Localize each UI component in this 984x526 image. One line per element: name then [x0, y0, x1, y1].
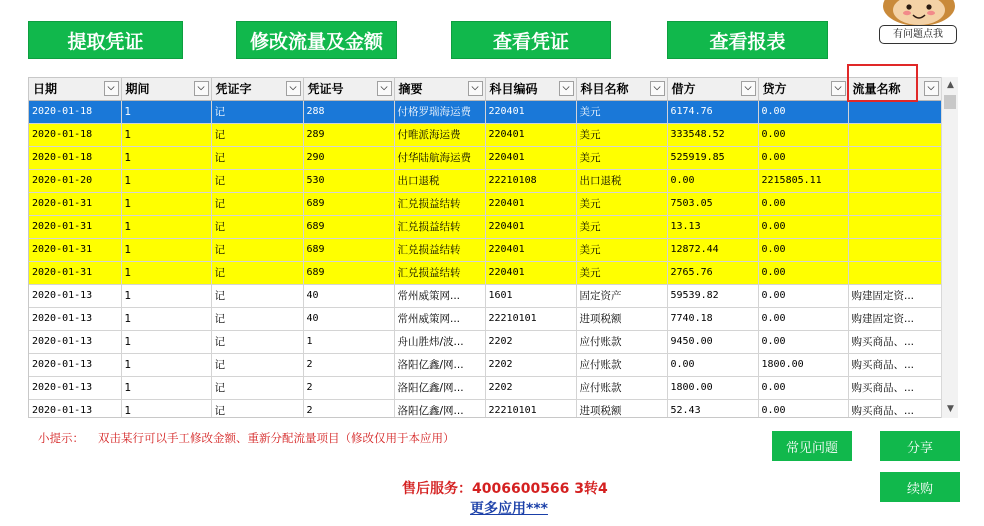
table-cell[interactable]: 2020-01-18	[29, 123, 121, 146]
extract-voucher-button[interactable]: 提取凭证	[28, 21, 183, 59]
table-cell[interactable]: 出口退税	[576, 169, 667, 192]
column-header[interactable]	[303, 78, 394, 100]
grid-header-row	[29, 78, 941, 100]
table-cell[interactable]: 288	[303, 100, 394, 123]
scroll-up-icon[interactable]: ▲	[947, 80, 954, 90]
table-cell[interactable]: 22210101	[485, 399, 576, 418]
table-cell[interactable]: 2020-01-18	[29, 146, 121, 169]
column-header[interactable]	[394, 78, 485, 100]
table-cell[interactable]: 购建固定资...	[848, 307, 941, 330]
table-row[interactable]	[29, 123, 941, 146]
table-cell[interactable]: 1	[121, 284, 211, 307]
help-mascot[interactable]	[876, 0, 962, 48]
table-row[interactable]	[29, 215, 941, 238]
scroll-thumb[interactable]	[944, 95, 956, 109]
hint-text	[38, 430, 455, 446]
table-cell[interactable]: 1	[121, 330, 211, 353]
column-header-label: 贷方	[762, 82, 787, 97]
table-cell[interactable]: 52.43	[667, 399, 758, 418]
table-cell[interactable]: 0.00	[758, 399, 848, 418]
table-cell[interactable]: 出口退税	[394, 169, 485, 192]
table-cell[interactable]: 0.00	[758, 261, 848, 284]
table-cell[interactable]: 记	[211, 169, 303, 192]
table-cell[interactable]: 购建固定资...	[848, 284, 941, 307]
modify-flow-amount-button[interactable]: 修改流量及金额	[236, 21, 397, 59]
table-cell[interactable]: 记	[211, 215, 303, 238]
table-cell[interactable]: 洛阳亿鑫/网...	[394, 353, 485, 376]
column-filter-dropdown-icon[interactable]: ⌵	[468, 81, 483, 96]
table-cell[interactable]	[848, 192, 941, 215]
table-cell[interactable]: 0.00	[758, 146, 848, 169]
column-header-label: 借方	[671, 82, 696, 97]
table-cell[interactable]: 0.00	[758, 284, 848, 307]
column-header-label: 凭证字	[215, 82, 252, 97]
table-cell[interactable]: 2020-01-31	[29, 238, 121, 261]
table-cell[interactable]: 2020-01-13	[29, 284, 121, 307]
table-cell[interactable]: 洛阳亿鑫/网...	[394, 376, 485, 399]
table-cell[interactable]: 购买商品、...	[848, 376, 941, 399]
more-apps-link[interactable]: 更多应用***	[470, 501, 548, 517]
table-cell[interactable]: 记	[211, 123, 303, 146]
table-cell[interactable]: 美元	[576, 215, 667, 238]
column-header-label: 流量名称	[852, 82, 901, 97]
table-cell[interactable]: 0.00	[758, 307, 848, 330]
table-cell[interactable]: 220401	[485, 123, 576, 146]
table-cell[interactable]: 2020-01-31	[29, 261, 121, 284]
column-filter-dropdown-icon[interactable]: ⌵	[377, 81, 392, 96]
table-cell[interactable]: 付格罗瑞海运费	[394, 100, 485, 123]
column-filter-dropdown-icon[interactable]: ⌵	[559, 81, 574, 96]
table-cell[interactable]: 12872.44	[667, 238, 758, 261]
table-cell[interactable]: 0.00	[667, 353, 758, 376]
column-filter-dropdown-icon[interactable]: ⌵	[831, 81, 846, 96]
table-cell[interactable]: 1	[121, 192, 211, 215]
table-cell[interactable]: 常州威策网...	[394, 307, 485, 330]
table-cell[interactable]: 289	[303, 123, 394, 146]
table-cell[interactable]: 689	[303, 238, 394, 261]
table-cell[interactable]: 1	[121, 307, 211, 330]
table-cell[interactable]: 220401	[485, 215, 576, 238]
table-cell[interactable]	[848, 215, 941, 238]
table-cell[interactable]: 记	[211, 376, 303, 399]
table-cell[interactable]: 应付账款	[576, 376, 667, 399]
table-cell[interactable]: 美元	[576, 238, 667, 261]
column-header-label: 科目编码	[489, 82, 538, 97]
share-button[interactable]: 分享	[880, 431, 960, 461]
voucher-table	[29, 78, 942, 418]
table-cell[interactable]: 2765.76	[667, 261, 758, 284]
column-header[interactable]	[29, 78, 121, 100]
column-header-label: 摘要	[398, 82, 423, 97]
table-cell[interactable]: 舟山胜炜/波...	[394, 330, 485, 353]
table-cell[interactable]: 220401	[485, 100, 576, 123]
grid-body	[29, 100, 941, 418]
table-cell[interactable]: 进项税额	[576, 307, 667, 330]
hint-message: 双击某行可以手工修改金额、重新分配流量项目（修改仅用于本应用）	[98, 431, 455, 445]
table-row[interactable]	[29, 330, 941, 353]
column-header[interactable]	[576, 78, 667, 100]
table-cell[interactable]: 购买商品、...	[848, 353, 941, 376]
table-cell[interactable]: 40	[303, 307, 394, 330]
table-cell[interactable]: 美元	[576, 100, 667, 123]
scroll-down-icon[interactable]: ▼	[947, 404, 954, 414]
column-filter-dropdown-icon[interactable]: ⌵	[924, 81, 939, 96]
table-cell[interactable]: 1	[121, 215, 211, 238]
table-cell[interactable]: 记	[211, 238, 303, 261]
column-header-label: 日期	[33, 82, 58, 97]
faq-button[interactable]: 常见问题	[772, 431, 852, 461]
table-cell[interactable]	[848, 100, 941, 123]
renew-button[interactable]: 续购	[880, 472, 960, 502]
column-header[interactable]	[121, 78, 211, 100]
table-cell[interactable]: 进项税额	[576, 399, 667, 418]
table-cell[interactable]	[848, 169, 941, 192]
column-filter-dropdown-icon[interactable]: ⌵	[650, 81, 665, 96]
hint-label: 小提示：	[38, 431, 84, 445]
table-row[interactable]	[29, 399, 941, 418]
table-cell[interactable]: 美元	[576, 146, 667, 169]
table-cell[interactable]: 40	[303, 284, 394, 307]
table-cell[interactable]: 220401	[485, 146, 576, 169]
column-filter-dropdown-icon[interactable]: ⌵	[741, 81, 756, 96]
table-cell[interactable]: 记	[211, 192, 303, 215]
table-cell[interactable]: 1	[121, 261, 211, 284]
table-row[interactable]	[29, 192, 941, 215]
table-cell[interactable]: 530	[303, 169, 394, 192]
table-cell[interactable]: 付华陆航海运费	[394, 146, 485, 169]
table-cell[interactable]: 2020-01-13	[29, 307, 121, 330]
table-row[interactable]	[29, 261, 941, 284]
table-cell[interactable]: 689	[303, 215, 394, 238]
table-cell[interactable]: 59539.82	[667, 284, 758, 307]
column-header[interactable]	[848, 78, 941, 100]
table-cell[interactable]: 689	[303, 261, 394, 284]
table-cell[interactable]: 汇兑损益结转	[394, 215, 485, 238]
column-filter-dropdown-icon[interactable]: ⌵	[104, 81, 119, 96]
table-cell[interactable]: 290	[303, 146, 394, 169]
table-cell[interactable]: 付唯派海运费	[394, 123, 485, 146]
table-cell[interactable]: 2	[303, 376, 394, 399]
table-cell[interactable]: 7503.05	[667, 192, 758, 215]
table-cell[interactable]: 记	[211, 100, 303, 123]
table-cell[interactable]: 2020-01-13	[29, 399, 121, 418]
column-filter-dropdown-icon[interactable]: ⌵	[286, 81, 301, 96]
table-cell[interactable]: 应付账款	[576, 330, 667, 353]
table-cell[interactable]	[848, 123, 941, 146]
table-cell[interactable]: 常州威策网...	[394, 284, 485, 307]
table-cell[interactable]: 记	[211, 353, 303, 376]
vertical-scrollbar[interactable]	[941, 77, 958, 418]
table-cell[interactable]: 美元	[576, 123, 667, 146]
table-row[interactable]	[29, 376, 941, 399]
table-cell[interactable]: 记	[211, 284, 303, 307]
column-header[interactable]	[667, 78, 758, 100]
column-filter-dropdown-icon[interactable]: ⌵	[194, 81, 209, 96]
table-cell[interactable]: 22210101	[485, 307, 576, 330]
table-cell[interactable]: 2020-01-13	[29, 330, 121, 353]
table-cell[interactable]: 22210108	[485, 169, 576, 192]
table-cell[interactable]: 1601	[485, 284, 576, 307]
table-cell[interactable]: 应付账款	[576, 353, 667, 376]
table-cell[interactable]: 220401	[485, 192, 576, 215]
table-row[interactable]	[29, 146, 941, 169]
table-cell[interactable]: 0.00	[758, 376, 848, 399]
voucher-grid[interactable]	[28, 77, 958, 418]
table-row[interactable]	[29, 307, 941, 330]
table-cell[interactable]: 1	[121, 123, 211, 146]
table-cell[interactable]: 1	[121, 169, 211, 192]
view-report-button[interactable]: 查看报表	[667, 21, 828, 59]
table-cell[interactable]: 1	[303, 330, 394, 353]
table-row[interactable]	[29, 353, 941, 376]
table-cell[interactable]: 0.00	[667, 169, 758, 192]
table-row[interactable]	[29, 169, 941, 192]
table-cell[interactable]: 2215805.11	[758, 169, 848, 192]
table-cell[interactable]: 1	[121, 376, 211, 399]
table-cell[interactable]: 0.00	[758, 100, 848, 123]
table-cell[interactable]: 2202	[485, 353, 576, 376]
table-cell[interactable]: 2020-01-31	[29, 215, 121, 238]
column-header-label: 期间	[125, 82, 150, 97]
table-cell[interactable]	[848, 238, 941, 261]
table-cell[interactable]: 1	[121, 100, 211, 123]
table-row[interactable]	[29, 284, 941, 307]
table-cell[interactable]: 1	[121, 399, 211, 418]
column-header[interactable]	[485, 78, 576, 100]
table-cell[interactable]: 6174.76	[667, 100, 758, 123]
table-cell[interactable]: 2	[303, 353, 394, 376]
table-cell[interactable]: 记	[211, 399, 303, 418]
table-cell[interactable]: 记	[211, 330, 303, 353]
column-header[interactable]	[211, 78, 303, 100]
table-cell[interactable]	[848, 146, 941, 169]
table-cell[interactable]: 0.00	[758, 330, 848, 353]
table-row[interactable]	[29, 100, 941, 123]
table-cell[interactable]: 2020-01-20	[29, 169, 121, 192]
column-header-label: 凭证号	[307, 82, 344, 97]
table-cell[interactable]: 记	[211, 307, 303, 330]
table-cell[interactable]: 220401	[485, 261, 576, 284]
column-header[interactable]	[758, 78, 848, 100]
table-cell[interactable]: 2020-01-13	[29, 353, 121, 376]
table-cell[interactable]: 美元	[576, 192, 667, 215]
table-cell[interactable]: 购买商品、...	[848, 330, 941, 353]
table-cell[interactable]: 0.00	[758, 123, 848, 146]
table-cell[interactable]: 333548.52	[667, 123, 758, 146]
table-cell[interactable]: 记	[211, 261, 303, 284]
view-voucher-button[interactable]: 查看凭证	[451, 21, 611, 59]
table-cell[interactable]: 美元	[576, 261, 667, 284]
table-cell[interactable]: 1	[121, 238, 211, 261]
table-cell[interactable]: 1800.00	[758, 353, 848, 376]
table-cell[interactable]: 220401	[485, 238, 576, 261]
table-cell[interactable]: 1	[121, 353, 211, 376]
table-cell[interactable]: 0.00	[758, 215, 848, 238]
table-cell[interactable]: 固定资产	[576, 284, 667, 307]
table-cell[interactable]	[848, 261, 941, 284]
column-header-label: 科目名称	[580, 82, 629, 97]
table-cell[interactable]: 9450.00	[667, 330, 758, 353]
table-cell[interactable]: 689	[303, 192, 394, 215]
table-cell[interactable]: 2020-01-18	[29, 100, 121, 123]
table-row[interactable]	[29, 238, 941, 261]
table-cell[interactable]: 0.00	[758, 192, 848, 215]
help-bubble[interactable]: 有问题点我	[879, 25, 957, 44]
table-cell[interactable]: 2020-01-13	[29, 376, 121, 399]
table-cell[interactable]: 记	[211, 146, 303, 169]
table-cell[interactable]: 汇兑损益结转	[394, 261, 485, 284]
table-cell[interactable]: 汇兑损益结转	[394, 238, 485, 261]
table-cell[interactable]: 1800.00	[667, 376, 758, 399]
table-cell[interactable]: 2	[303, 399, 394, 418]
table-cell[interactable]: 13.13	[667, 215, 758, 238]
table-cell[interactable]: 2020-01-31	[29, 192, 121, 215]
table-cell[interactable]: 525919.85	[667, 146, 758, 169]
table-cell[interactable]: 0.00	[758, 238, 848, 261]
table-cell[interactable]: 1	[121, 146, 211, 169]
table-cell[interactable]: 2202	[485, 376, 576, 399]
table-cell[interactable]: 7740.18	[667, 307, 758, 330]
table-cell[interactable]: 洛阳亿鑫/网...	[394, 399, 485, 418]
after-sales-service-text: 售后服务：4006600566 3转4	[402, 481, 608, 497]
table-cell[interactable]: 购买商品、...	[848, 399, 941, 418]
table-cell[interactable]: 汇兑损益结转	[394, 192, 485, 215]
table-cell[interactable]: 2202	[485, 330, 576, 353]
